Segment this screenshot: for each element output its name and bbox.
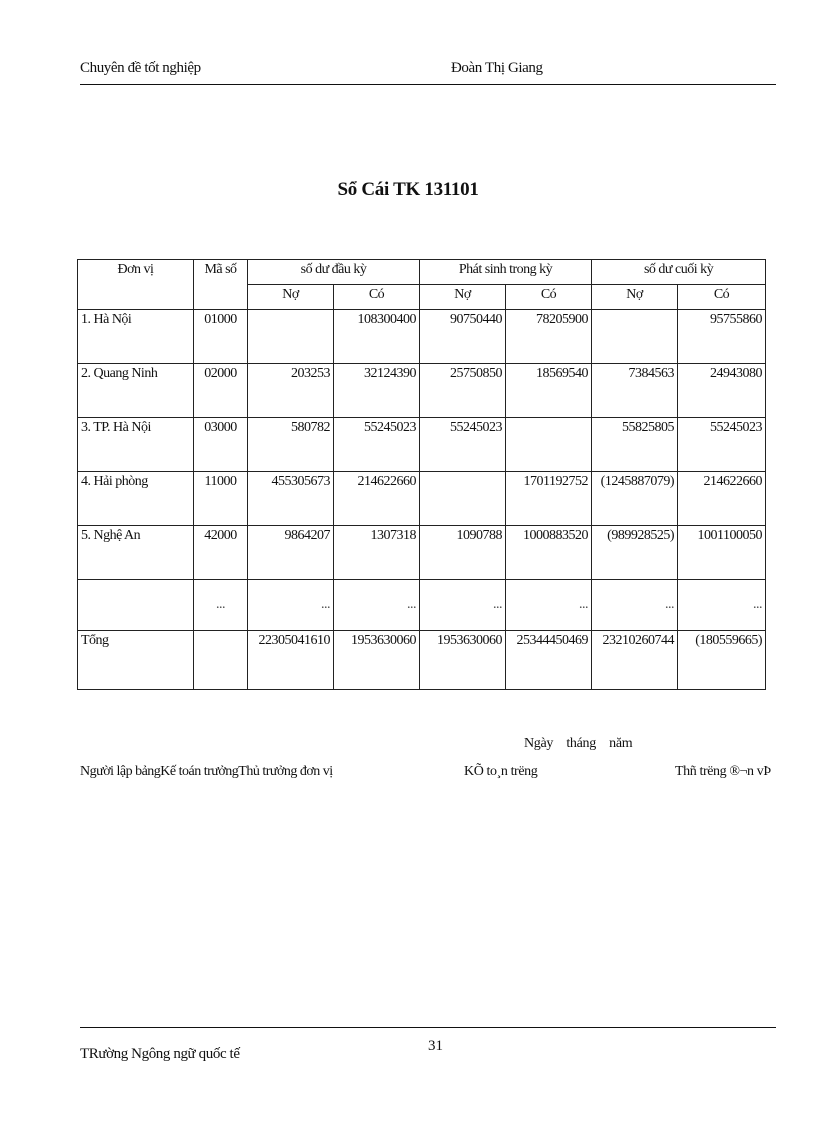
- cell-total-value: 1953630060: [334, 631, 420, 690]
- cell-code: 03000: [194, 418, 248, 472]
- cell-value: [506, 418, 592, 472]
- cell-value: 1000883520: [506, 526, 592, 580]
- cell-value: 25750850: [420, 364, 506, 418]
- cell-value: (1245887079): [592, 472, 678, 526]
- cell-value: 55245023: [678, 418, 766, 472]
- page-number: 31: [428, 1038, 443, 1054]
- cell-ellipsis: ...: [420, 580, 506, 631]
- header-document-type: Chuyên đề tốt nghiệp: [80, 60, 201, 76]
- signature-labels-left: Người lập bảngKế toán trưởngThủ trưởng đơn vị: [80, 764, 333, 779]
- cell-value: 1307318: [334, 526, 420, 580]
- col-header-closing-balance: số dư cuối kỳ: [592, 260, 766, 285]
- cell-code: 01000: [194, 310, 248, 364]
- header-author: Đoàn Thị Giang: [451, 60, 543, 76]
- cell-value: 32124390: [334, 364, 420, 418]
- cell-unit: 4. Hải phòng: [78, 472, 194, 526]
- col-header-unit: Đơn vị: [78, 260, 194, 310]
- col-header-code: Mã số: [194, 260, 248, 310]
- table-row: [78, 472, 766, 526]
- cell-total-value: 25344450469: [506, 631, 592, 690]
- cell-total-value: (180559665): [678, 631, 766, 690]
- cell-total-value: 22305041610: [248, 631, 334, 690]
- cell-value: 55825805: [592, 418, 678, 472]
- cell-ellipsis: ...: [678, 580, 766, 631]
- cell-value: [592, 310, 678, 364]
- signature-chief-accountant: KÕ to¸n trëng: [464, 764, 538, 779]
- cell-value: 7384563: [592, 364, 678, 418]
- signature-unit-head: Thñ trëng ®¬n vÞ: [675, 764, 771, 779]
- cell-value: 55245023: [420, 418, 506, 472]
- cell-value: 580782: [248, 418, 334, 472]
- header-row-groups: [78, 260, 766, 285]
- col-header-period-activity: Phát sinh trong kỳ: [420, 260, 592, 285]
- cell-code: 02000: [194, 364, 248, 418]
- table-row: [78, 364, 766, 418]
- cell-empty: [78, 580, 194, 631]
- cell-code: 42000: [194, 526, 248, 580]
- col-header-credit: Có: [678, 285, 766, 310]
- cell-value: [248, 310, 334, 364]
- footer-institution: TRường Ngông ngữ quốc tế: [80, 1046, 240, 1062]
- cell-unit: 2. Quang Ninh: [78, 364, 194, 418]
- cell-value: [420, 472, 506, 526]
- cell-ellipsis: ...: [194, 580, 248, 631]
- col-header-opening-balance: số dư đầu kỳ: [248, 260, 420, 285]
- table-row: [78, 310, 766, 364]
- cell-value: 18569540: [506, 364, 592, 418]
- table-row: [78, 418, 766, 472]
- table-row: [78, 526, 766, 580]
- col-header-credit: Có: [506, 285, 592, 310]
- cell-value: 95755860: [678, 310, 766, 364]
- cell-code: 11000: [194, 472, 248, 526]
- col-header-debit: Nợ: [420, 285, 506, 310]
- ledger-table: [77, 259, 766, 690]
- cell-value: 9864207: [248, 526, 334, 580]
- table-row-total: [78, 631, 766, 690]
- cell-unit: 5. Nghệ An: [78, 526, 194, 580]
- cell-value: 108300400: [334, 310, 420, 364]
- cell-total-value: 1953630060: [420, 631, 506, 690]
- cell-value: 55245023: [334, 418, 420, 472]
- cell-value: 214622660: [334, 472, 420, 526]
- cell-value: 203253: [248, 364, 334, 418]
- cell-value: 90750440: [420, 310, 506, 364]
- cell-unit: 3. TP. Hà Nội: [78, 418, 194, 472]
- col-header-debit: Nợ: [248, 285, 334, 310]
- page-title: Sổ Cái TK 131101: [337, 179, 479, 200]
- cell-value: 24943080: [678, 364, 766, 418]
- col-header-debit: Nợ: [592, 285, 678, 310]
- cell-ellipsis: ...: [248, 580, 334, 631]
- cell-value: 214622660: [678, 472, 766, 526]
- cell-ellipsis: ...: [506, 580, 592, 631]
- cell-value: 1001100050: [678, 526, 766, 580]
- cell-total-label: Tổng: [78, 631, 194, 690]
- cell-empty: [194, 631, 248, 690]
- cell-value: 1701192752: [506, 472, 592, 526]
- cell-unit: 1. Hà Nội: [78, 310, 194, 364]
- cell-value: (989928525): [592, 526, 678, 580]
- cell-ellipsis: ...: [334, 580, 420, 631]
- cell-value: 1090788: [420, 526, 506, 580]
- cell-ellipsis: ...: [592, 580, 678, 631]
- date-line: Ngày tháng năm: [524, 736, 633, 751]
- cell-value: 455305673: [248, 472, 334, 526]
- cell-total-value: 23210260744: [592, 631, 678, 690]
- cell-value: 78205900: [506, 310, 592, 364]
- footer-rule: [80, 1027, 776, 1028]
- table-row-ellipsis: [78, 580, 766, 631]
- col-header-credit: Có: [334, 285, 420, 310]
- header-rule: [80, 84, 776, 85]
